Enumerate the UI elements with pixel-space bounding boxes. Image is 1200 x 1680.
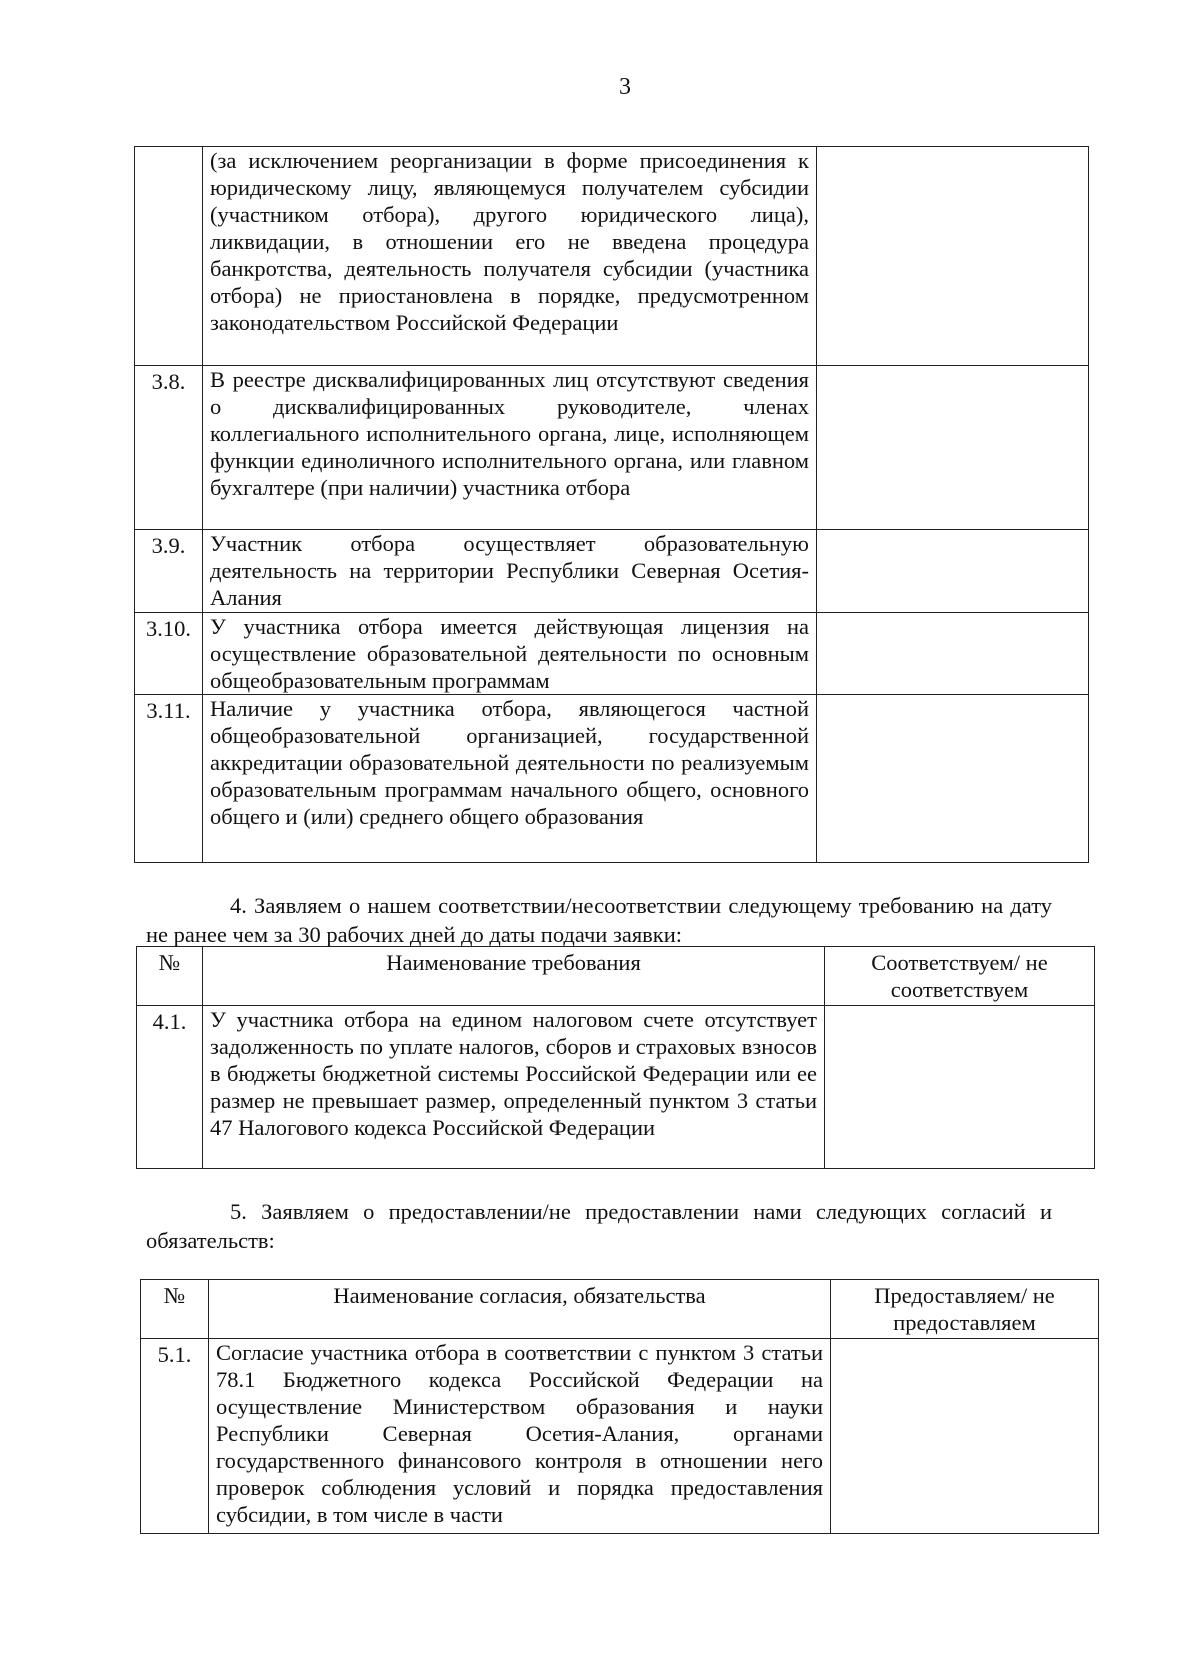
row-number <box>135 147 203 366</box>
section-4-intro: 4. Заявляем о нашем соответствии/несоответствии следующему требованию на дату не ранее чем за 30 рабочих дней до даты подачи заявки: <box>146 893 1052 947</box>
row-number: 3.11. <box>135 695 203 863</box>
table-row <box>135 366 1089 530</box>
status-cell[interactable] <box>817 530 1089 613</box>
table-row <box>135 695 1089 863</box>
row-number: 3.9. <box>135 530 203 613</box>
status-cell[interactable] <box>825 1006 1095 1169</box>
column-header-status: Соответствуем/ не соответствуем <box>825 947 1095 1006</box>
consent-text: Согласие участника отбора в соответствии с пунктом 3 статьи 78.1 Бюджетного кодекса Российской Федерации на осуществление Министерством образования и науки Республики Северная Осетия-Алания, органами государственного финансового контроля в отношении него проверок соблюдения условий и порядка предоставления субсидии, в том числе в части <box>209 1339 831 1534</box>
table-row <box>135 530 1089 613</box>
row-number: 5.1. <box>141 1339 209 1534</box>
requirement-text: (за исключением реорганизации в форме присоединения к юридическому лицу, являющемуся получателем субсидии (участником отбора), другого юридического лица), ликвидации, в отношении его не введена процедура банкротства, деятельность получателя субсидии (участника отбора) не приостановлена в порядке, предусмотренном законодательством Российской Федерации <box>203 147 817 366</box>
table-row <box>135 147 1089 366</box>
table-row <box>137 1006 1095 1169</box>
requirement-text: У участника отбора имеется действующая лицензия на осуществление образовательной деятельности по основным общеобразовательным программам <box>203 613 817 695</box>
status-cell[interactable] <box>831 1339 1099 1534</box>
column-header-name: Наименование требования <box>203 947 825 1006</box>
section-5-intro: 5. Заявляем о предоставлении/не предоставлении нами следующих согласий и обязательств: <box>146 1199 1052 1253</box>
requirement-text: Наличие у участника отбора, являющегося частной общеобразовательной организацией, государственной аккредитации образовательной деятельности по реализуемым образовательным программам начального общего, основного общего и (или) среднего общего образования <box>203 695 817 863</box>
status-cell[interactable] <box>817 613 1089 695</box>
requirement-text: У участника отбора на едином налоговом счете отсутствует задолженность по уплате налогов, сборов и страховых взносов в бюджеты бюджетной системы Российской Федерации или ее размер не превышает размер, определенный пунктом 3 статьи 47 Налогового кодекса Российской Федерации <box>203 1006 825 1169</box>
column-header-number: № <box>141 1280 209 1339</box>
table-header-row <box>137 947 1095 1006</box>
requirements-table-3 <box>134 146 1089 863</box>
row-number: 4.1. <box>137 1006 203 1169</box>
requirements-table-4 <box>136 946 1095 1169</box>
page-number: 3 <box>619 74 631 100</box>
row-number: 3.8. <box>135 366 203 530</box>
status-cell[interactable] <box>817 695 1089 863</box>
table-row <box>141 1339 1099 1534</box>
table-row <box>135 613 1089 695</box>
column-header-status: Предоставляем/ не предоставляем <box>831 1280 1099 1339</box>
consents-table-5 <box>140 1279 1099 1534</box>
column-header-number: № <box>137 947 203 1006</box>
requirement-text: Участник отбора осуществляет образовательную деятельность на территории Республики Северная Осетия-Алания <box>203 530 817 613</box>
table-header-row <box>141 1280 1099 1339</box>
status-cell[interactable] <box>817 147 1089 366</box>
status-cell[interactable] <box>817 366 1089 530</box>
row-number: 3.10. <box>135 613 203 695</box>
requirement-text: В реестре дисквалифицированных лиц отсутствуют сведения о дисквалифицированных руководителе, членах коллегиального исполнительного органа, лице, исполняющем функции единоличного исполнительного органа, или главном бухгалтере (при наличии) участника отбора <box>203 366 817 530</box>
column-header-name: Наименование согласия, обязательства <box>209 1280 831 1339</box>
